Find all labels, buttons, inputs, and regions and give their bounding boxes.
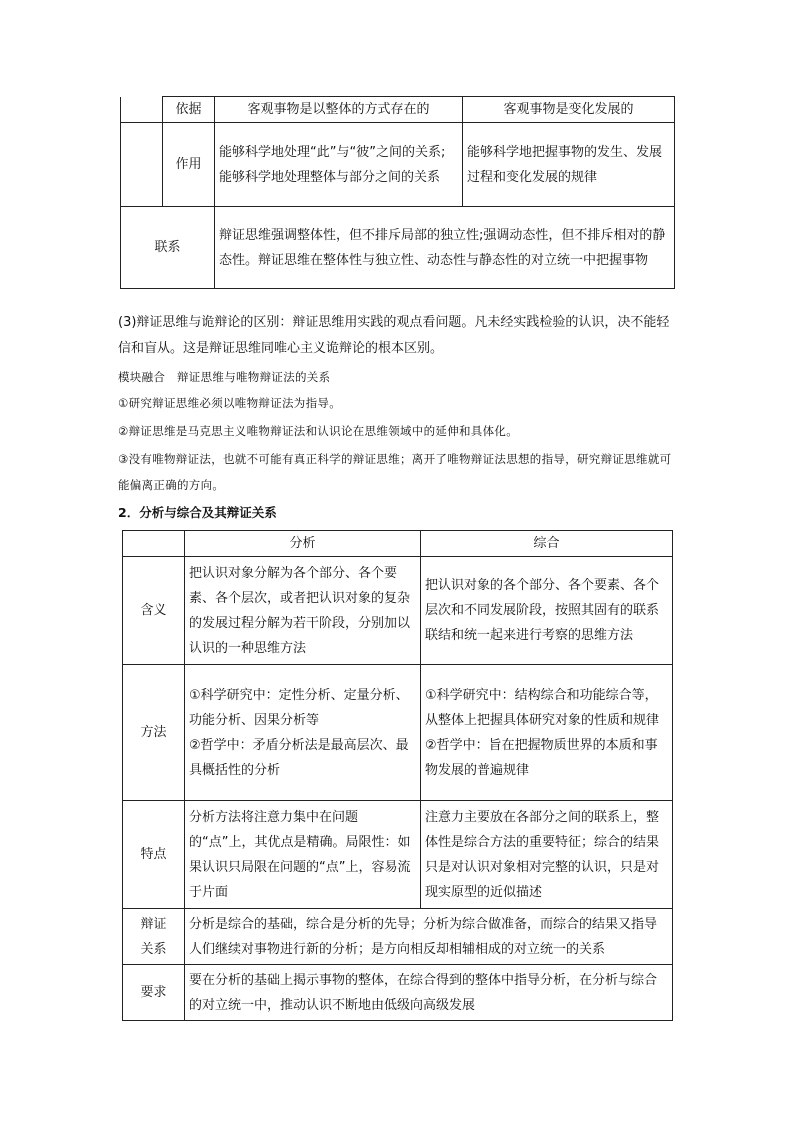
link-cell: 辩证思维强调整体性，但不排斥局部的独立性;强调动态性，但不排斥相对的静态性。辩证思维在整体性与独立性、动态性与静态性的对立统一中把握事物 — [215, 207, 675, 289]
blank-cell — [121, 97, 163, 123]
header-analysis: 分析 — [185, 531, 421, 557]
row-label-link: 联系 — [121, 207, 215, 289]
module-item-1: ①研究辩证思维必须以唯物辩证法为指导。 — [118, 396, 342, 410]
basis-right-cell: 客观事物是变化发展的 — [463, 97, 675, 123]
analysis-synthesis-table — [122, 530, 673, 1021]
header-synthesis: 综合 — [421, 531, 673, 557]
comparison-table-continued — [120, 96, 675, 289]
feature-synthesis-cell: 注意力主要放在各部分之间的联系上，整体性是综合方法的重要特征；综合的结果只是对认识对象相对完整的认识，只是对现实原型的近似描述 — [421, 801, 673, 909]
row-label-function: 作用 — [163, 123, 215, 207]
basis-left-cell: 客观事物是以整体的方式存在的 — [215, 97, 463, 123]
row-label-meaning: 含义 — [123, 557, 185, 665]
module-heading: 模块融合 辩证思维与唯物辩证法的关系 — [118, 370, 331, 384]
feature-analysis-cell: 分析方法将注意力集中在问题的“点”上，其优点是精确。局限性：如果认识只局限在问题的“点”上，容易流于片面 — [185, 801, 421, 909]
row-label-feature: 特点 — [123, 801, 185, 909]
method-synthesis-cell: ①科学研究中：结构综合和功能综合等，从整体上把握具体研究对象的性质和规律 ②哲学中：旨在把握物质世界的本质和事物发展的普遍规律 — [421, 665, 673, 801]
module-item-2: ②辩证思维是马克思主义唯物辩证法和认识论在思维领域中的延伸和具体化。 — [118, 424, 519, 438]
row-label-method: 方法 — [123, 665, 185, 801]
header-blank — [123, 531, 185, 557]
meaning-analysis-cell: 把认识对象分解为各个部分、各个要素、各个层次，或者把认识对象的复杂的发展过程分解为若干阶段，分别加以认识的一种思维方法 — [185, 557, 421, 665]
dialectic-cell: 分析是综合的基础，综合是分析的先导；分析为综合做准备，而综合的结果又指导人们继续对事物进行新的分析；是方向相反却相辅相成的对立统一的关系 — [185, 909, 673, 965]
blank-cell — [121, 123, 163, 207]
requirement-cell: 要在分析的基础上揭示事物的整体，在综合得到的整体中指导分析，在分析与综合的对立统一中，推动认识不断地由低级向高级发展 — [185, 965, 673, 1021]
method-analysis-cell: ①科学研究中：定性分析、定量分析、功能分析、因果分析等 ②哲学中：矛盾分析法是最高层次、最具概括性的分析 — [185, 665, 421, 801]
module-item-3: ③没有唯物辩证法，也就不可能有真正科学的辩证思维；离开了唯物辩证法思想的指导，研究辩证思维就可能偏离正确的方向。 — [118, 452, 672, 492]
paragraph-sophistry-difference: (3)辩证思维与诡辩论的区别：辩证思维用实践的观点看问题。凡未经实践检验的认识，决不能轻信和盲从。这是辩证思维同唯心主义诡辩论的根本区别。 — [118, 315, 670, 356]
function-left-cell: 能够科学地处理“此”与“彼”之间的关系;能够科学地处理整体与部分之间的关系 — [215, 123, 463, 207]
function-right-cell: 能够科学地把握事物的发生、发展过程和变化发展的规律 — [463, 123, 675, 207]
row-label-basis: 依据 — [163, 97, 215, 123]
row-label-requirement: 要求 — [123, 965, 185, 1021]
meaning-synthesis-cell: 把认识对象的各个部分、各个要素、各个层次和不同发展阶段，按照其固有的联系联结和统一起来进行考察的思维方法 — [421, 557, 673, 665]
section-title: 2．分析与综合及其辩证关系 — [118, 505, 277, 520]
row-label-dialectic: 辩证 关系 — [123, 909, 185, 965]
